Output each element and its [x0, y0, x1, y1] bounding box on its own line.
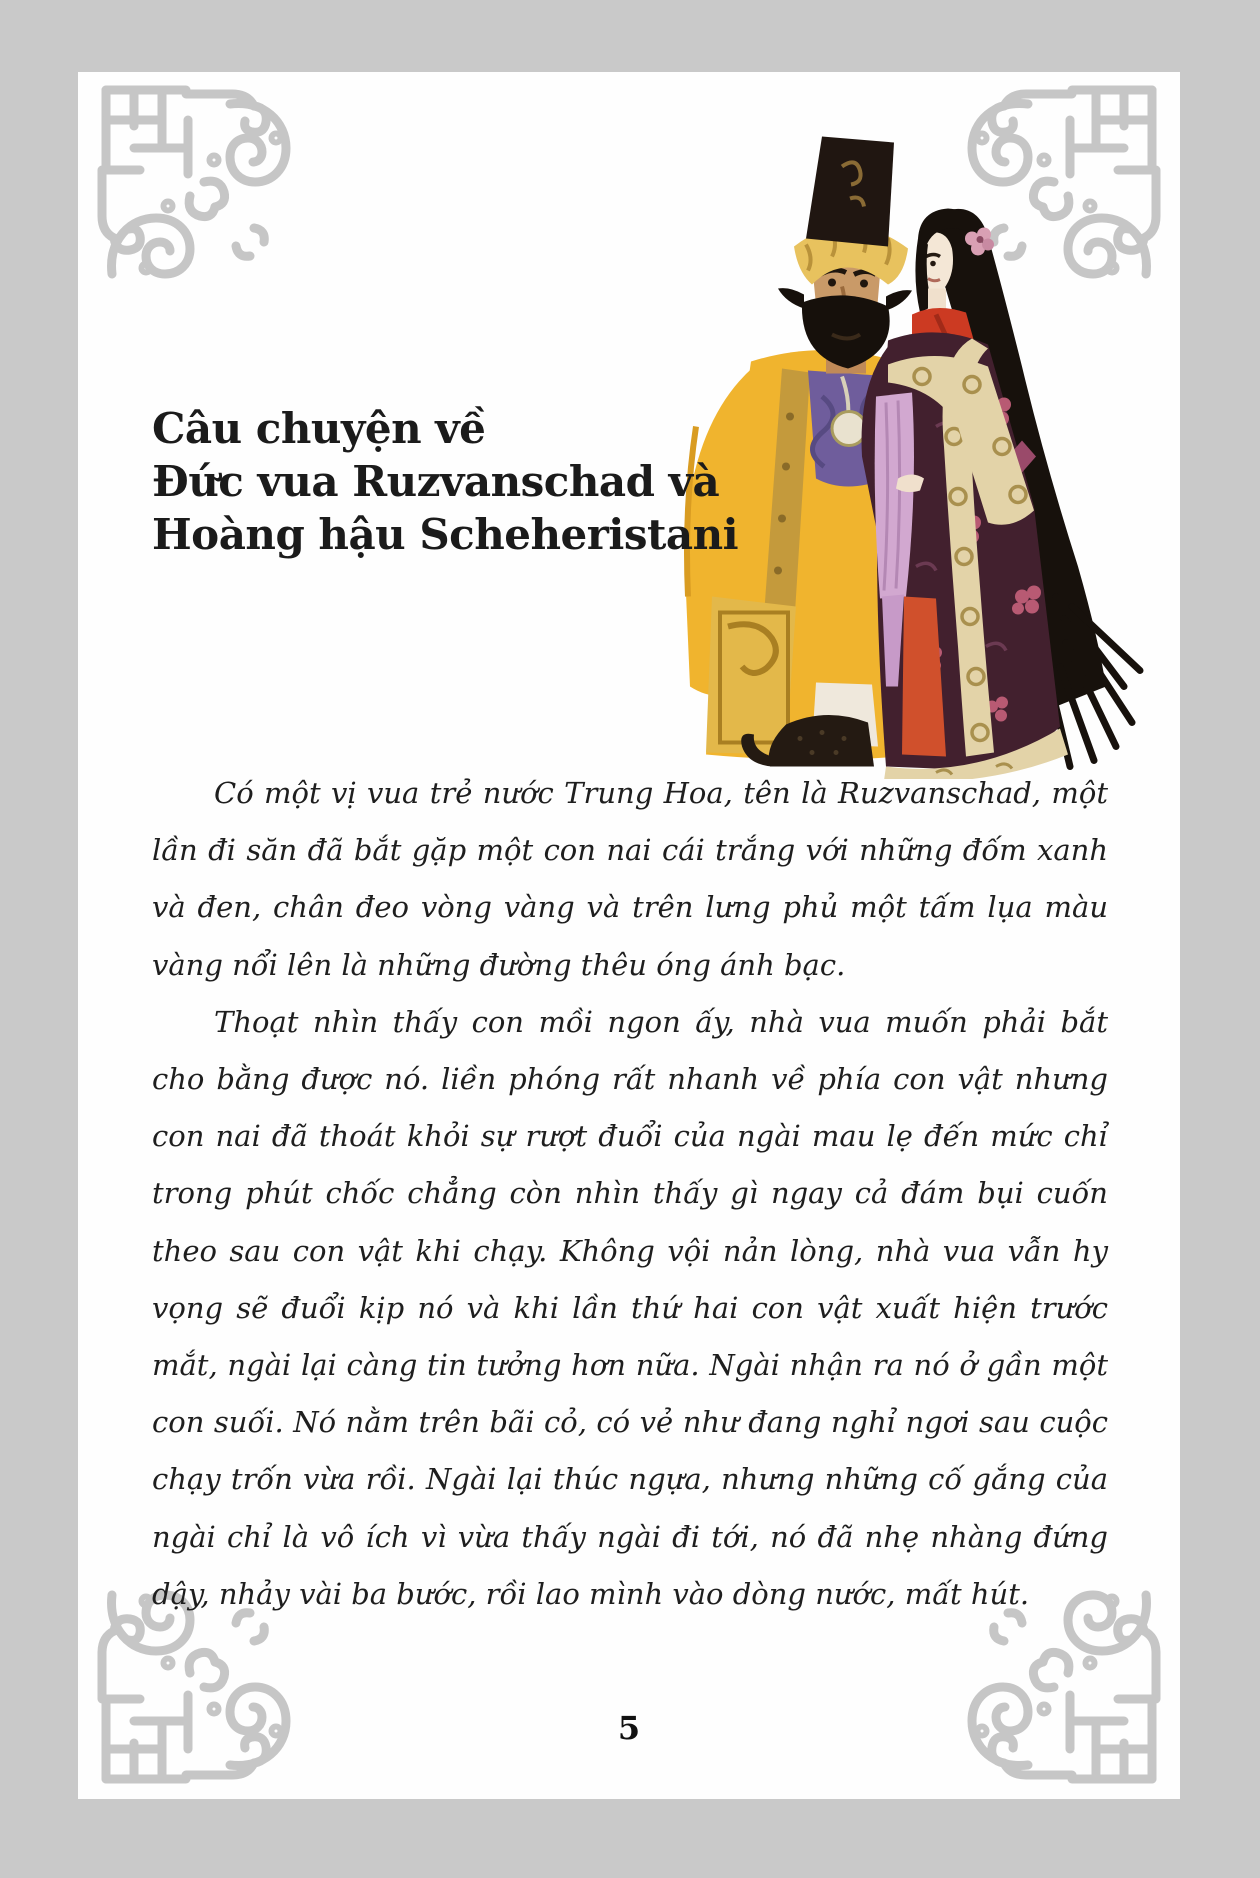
- story-title-line-3: Hoàng hậu Scheheristani: [152, 510, 739, 559]
- corner-ornament-top-left-icon: [86, 78, 291, 283]
- story-title: [152, 402, 752, 561]
- story-body: [152, 765, 1108, 1623]
- story-title-line-1: Câu chuyện về: [152, 404, 486, 453]
- story-title-line-2: Đức vua Ruzvanschad và: [152, 457, 720, 506]
- page-number: 5: [617, 1709, 641, 1747]
- story-paragraph-1: Có một vị vua trẻ nước Trung Hoa, tên là Ruzvanschad, một lần đi săn đã bắt gặp một con nai cái trắng với những đốm xanh và đen, chân đeo vòng vàng và trên lưng phủ một tấm lụa màu vàng nổi lên là những đường thêu óng ánh bạc.: [152, 776, 1108, 982]
- book-page: [78, 72, 1180, 1799]
- story-paragraph-2: Thoạt nhìn thấy con mồi ngon ấy, nhà vua muốn phải bắt cho bằng được nó. liền phóng rất nhanh về phía con vật nhưng con nai đã thoát khỏi sự rượt đuổi của ngài mau lẹ đến mức chỉ trong phút chốc chẳng còn nhìn thấy gì ngay cả đám bụi cuốn theo sau con vật khi chạy. Không vội nản lòng, nhà vua vẫn hy vọng sẽ đuổi kịp nó và khi lần thứ hai con vật xuất hiện trước mắt, ngài lại càng tin tưởng hơn nữa. Ngài nhận ra nó ở gần một con suối. Nó nằm trên bãi cỏ, có vẻ như đang nghỉ ngơi sau cuộc chạy trốn vừa rồi. Ngài lại thúc ngựa, nhưng những cố gắng của ngài chỉ là vô ích vì vừa thấy ngài đi tới, nó đã nhẹ nhàng đứng dậy, nhảy vài ba bước, rồi lao mình vào dòng nước, mất hút.: [152, 1004, 1108, 1611]
